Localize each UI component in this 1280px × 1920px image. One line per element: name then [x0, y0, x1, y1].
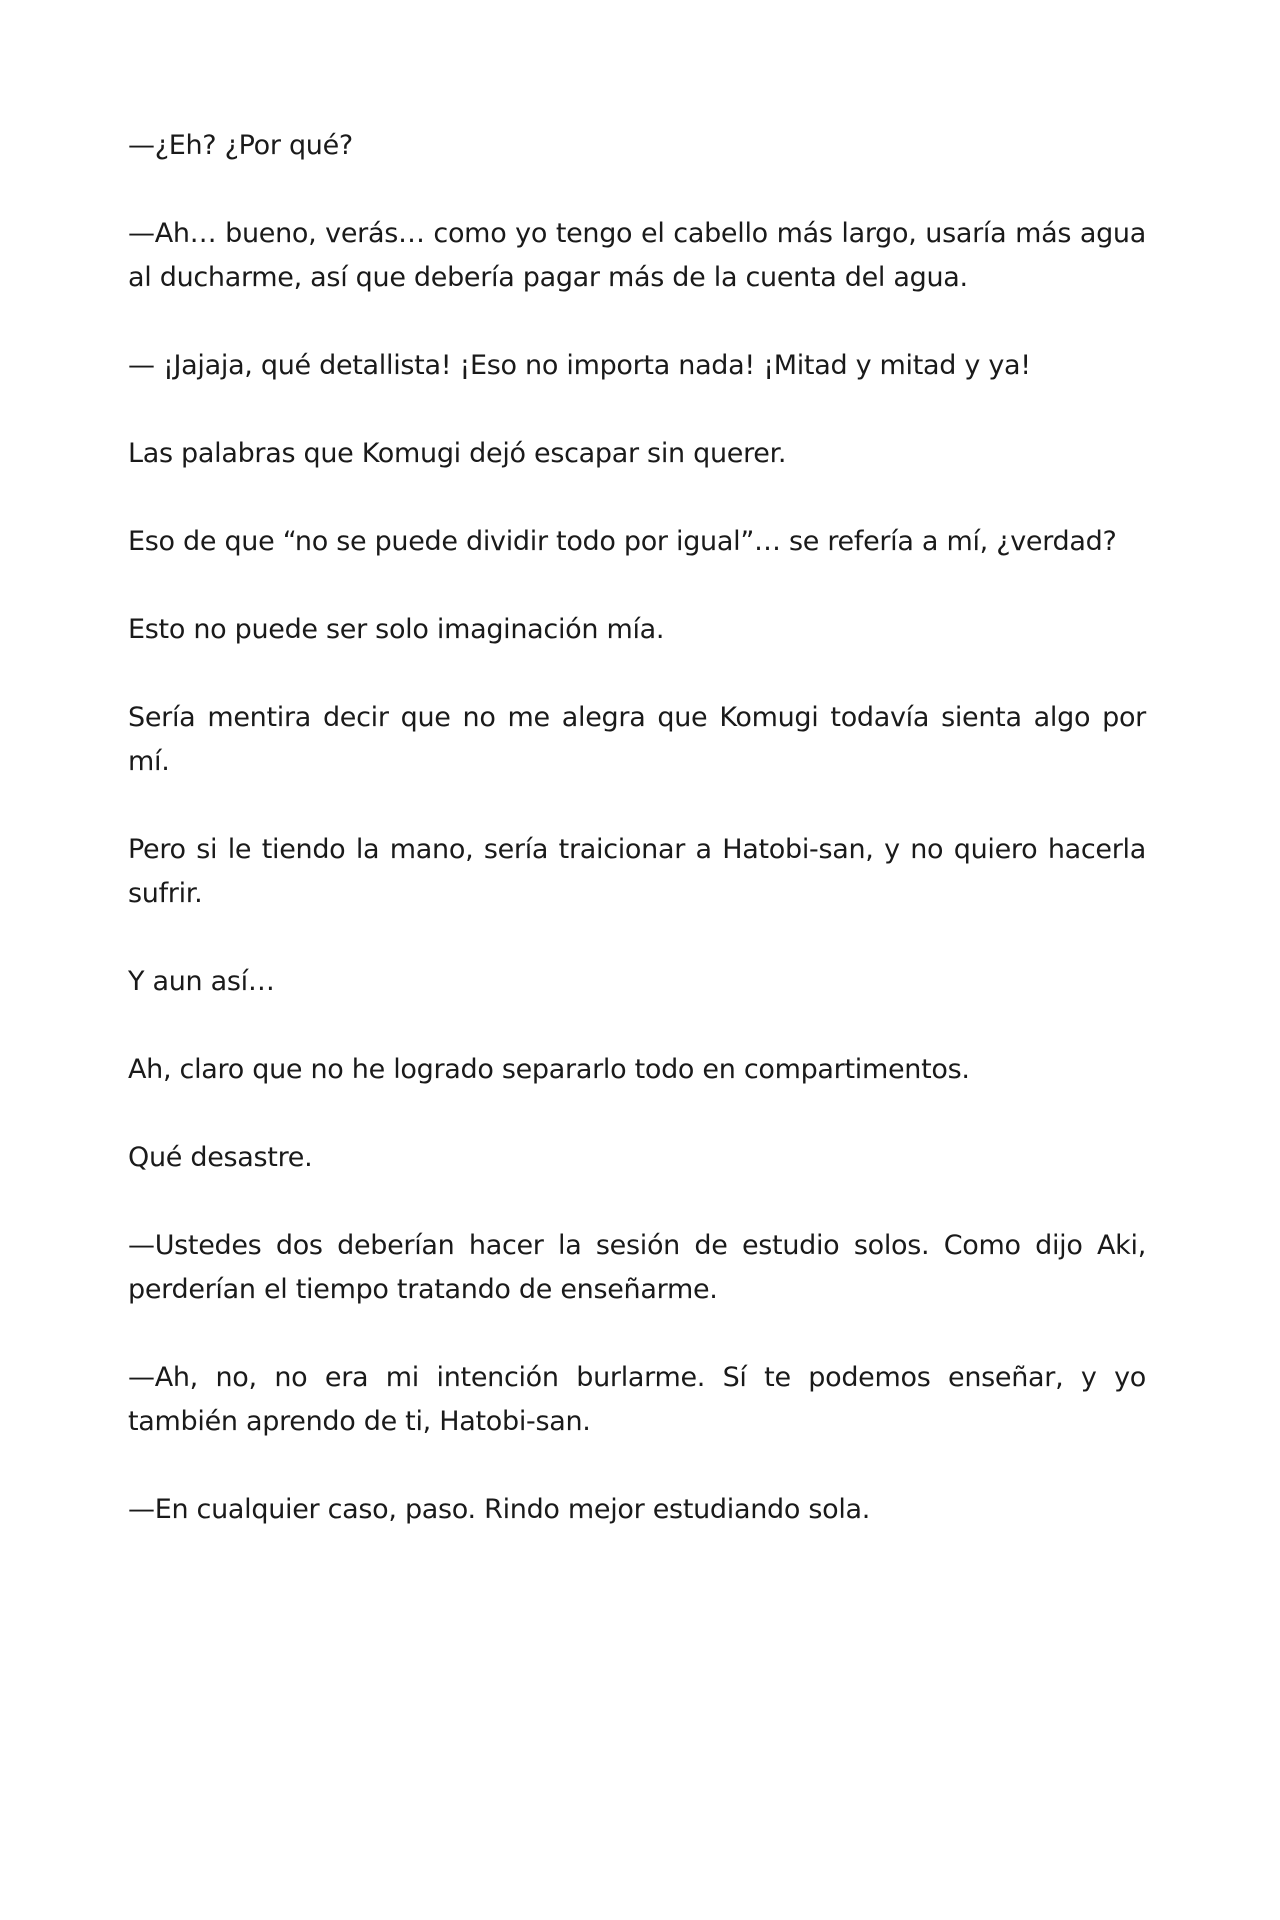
document-page — [128, 124, 1146, 1576]
paragraph: —Ah, no, no era mi intención burlarme. Sí te podemos enseñar, y yo también aprendo de ti, Hatobi-san. — [128, 1362, 1146, 1437]
paragraph: Esto no puede ser solo imaginación mía. — [128, 614, 665, 645]
paragraph: — ¡Jajaja, qué detallista! ¡Eso no importa nada! ¡Mitad y mitad y ya! — [128, 350, 1031, 381]
paragraph: —¿Eh? ¿Por qué? — [128, 130, 353, 161]
paragraph: —Ustedes dos deberían hacer la sesión de estudio solos. Como dijo Aki, perderían el tiempo tratando de enseñarme. — [128, 1230, 1146, 1305]
paragraph: Eso de que “no se puede dividir todo por igual”… se refería a mí, ¿verdad? — [128, 526, 1117, 557]
paragraph: Ah, claro que no he logrado separarlo todo en compartimentos. — [128, 1054, 970, 1085]
paragraph: Y aun así… — [128, 966, 275, 997]
paragraph: Qué desastre. — [128, 1142, 313, 1173]
paragraph: —Ah… bueno, verás… como yo tengo el cabello más largo, usaría más agua al ducharme, así que debería pagar más de la cuenta del agua. — [128, 218, 1146, 293]
paragraph: Sería mentira decir que no me alegra que Komugi todavía sienta algo por mí. — [128, 702, 1146, 777]
paragraph: —En cualquier caso, paso. Rindo mejor estudiando sola. — [128, 1494, 871, 1525]
paragraph: Pero si le tiendo la mano, sería traicionar a Hatobi-san, y no quiero hacerla sufrir. — [128, 834, 1146, 909]
paragraph: Las palabras que Komugi dejó escapar sin querer. — [128, 438, 787, 469]
